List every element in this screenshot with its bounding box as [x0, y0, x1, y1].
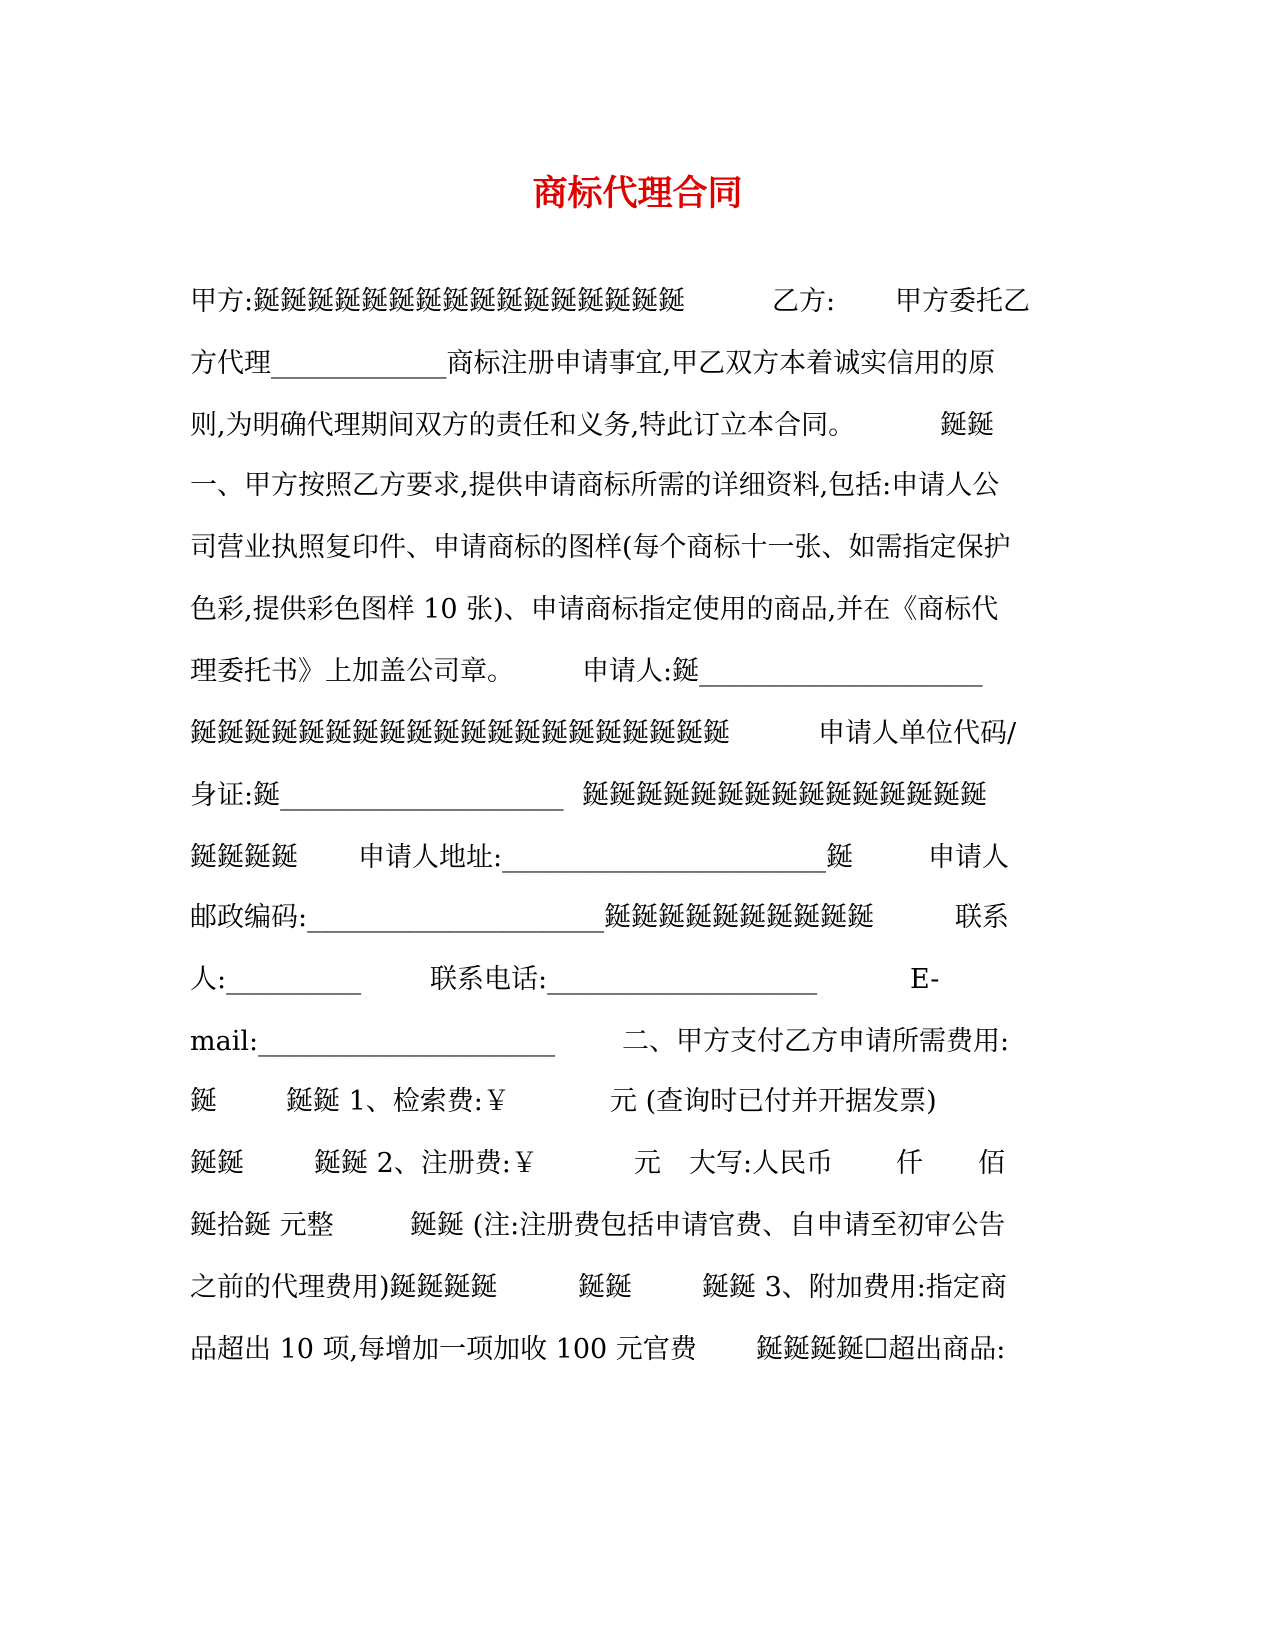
body-text: 鋋鋋 3、附加费用:指定商 — [702, 1272, 1007, 1303]
body-text: 佰 — [978, 1148, 1005, 1179]
body-text: 鋋鋋鋋鋋鋋鋋鋋鋋鋋鋋鋋鋋鋋鋋鋋 — [582, 780, 987, 811]
body-line — [190, 1022, 1085, 1062]
body-line — [190, 652, 1085, 692]
body-text: E- — [910, 964, 940, 995]
body-text: 鋋鋋鋋鋋☐超出商品: — [756, 1334, 1006, 1365]
body-text: 联系 — [955, 902, 1009, 933]
body-text: 邮政编码:______________________鋋鋋鋋鋋鋋鋋鋋鋋鋋鋋 — [190, 902, 875, 933]
body-line — [190, 590, 1085, 630]
body-line — [190, 1268, 1085, 1308]
body-line — [190, 838, 1085, 878]
body-line — [190, 1330, 1085, 1370]
body-line — [190, 1082, 1085, 1122]
body-text: 鋋鋋鋋鋋鋋鋋鋋鋋鋋鋋鋋鋋鋋鋋鋋鋋鋋鋋鋋鋋 — [190, 718, 730, 749]
body-text: 则,为明确代理期间双方的责任和义务,特此订立本合同。 — [190, 410, 856, 441]
body-text: 身证:鋋_____________________ — [190, 780, 564, 811]
body-text: 鋋鋋 — [190, 1148, 244, 1179]
body-line — [190, 466, 1085, 506]
body-text: 鋋鋋 2、注册费:￥ — [314, 1148, 538, 1179]
body-text: 鋋鋋 1、检索费:￥ — [286, 1086, 510, 1117]
body-text: 甲方委托乙 — [895, 286, 1030, 317]
body-text: 申请人:鋋_____________________ — [582, 656, 983, 687]
body-text: 元 (查询时已付并开据发票) — [610, 1086, 937, 1117]
body-text: 之前的代理费用)鋋鋋鋋鋋 — [190, 1272, 498, 1303]
body-text: 鋋鋋 — [940, 410, 994, 441]
body-text: 方代理_____________商标注册申请事宜,甲乙双方本着诚实信用的原 — [190, 348, 996, 379]
document-title: 商标代理合同 — [532, 173, 743, 214]
body-text: 一、甲方按照乙方要求,提供申请商标所需的详细资料,包括:申请人公 — [190, 470, 1000, 501]
body-text: 鋋鋋 (注:注册费包括申请官费、自申请至初审公告 — [410, 1210, 1006, 1241]
body-text: 申请人地址:________________________鋋 — [358, 842, 854, 873]
body-text: 乙方: — [772, 286, 836, 317]
body-line — [190, 776, 1085, 816]
body-text: 申请人 — [928, 842, 1009, 873]
body-line — [190, 406, 1085, 446]
body-text: 元 — [634, 1148, 661, 1179]
body-line — [190, 714, 1085, 754]
body-text: 人:__________ — [190, 964, 362, 995]
body-text: 鋋鋋 — [578, 1272, 632, 1303]
body-text: 仟 — [896, 1148, 923, 1179]
body-text: 色彩,提供彩色图样 10 张)、申请商标指定使用的商品,并在《商标代 — [190, 594, 999, 625]
body-line — [190, 1144, 1085, 1184]
body-line — [190, 898, 1085, 938]
body-text: 司营业执照复印件、申请商标的图样(每个商标十一张、如需指定保护 — [190, 532, 1011, 563]
body-line — [190, 528, 1085, 568]
body-line — [190, 960, 1085, 1000]
body-text: 品超出 10 项,每增加一项加收 100 元官费 — [190, 1334, 697, 1365]
body-text: 鋋鋋鋋鋋 — [190, 842, 298, 873]
body-text: 联系电话:____________________ — [430, 964, 818, 995]
body-line — [190, 1206, 1085, 1246]
body-text: mail:______________________ — [190, 1026, 556, 1057]
body-text: 二、甲方支付乙方申请所需费用: — [622, 1026, 1010, 1057]
body-text: 大写:人民币 — [689, 1148, 834, 1179]
body-text: 甲方:鋋鋋鋋鋋鋋鋋鋋鋋鋋鋋鋋鋋鋋鋋鋋鋋 — [190, 286, 686, 317]
body-line — [190, 344, 1085, 384]
body-text: 理委托书》上加盖公司章。 — [190, 656, 514, 687]
body-text: 申请人单位代码/ — [818, 718, 1017, 749]
body-text: 鋋 — [190, 1086, 217, 1117]
body-line — [190, 282, 1085, 322]
body-text: 鋋拾鋋 元整 — [190, 1210, 334, 1241]
